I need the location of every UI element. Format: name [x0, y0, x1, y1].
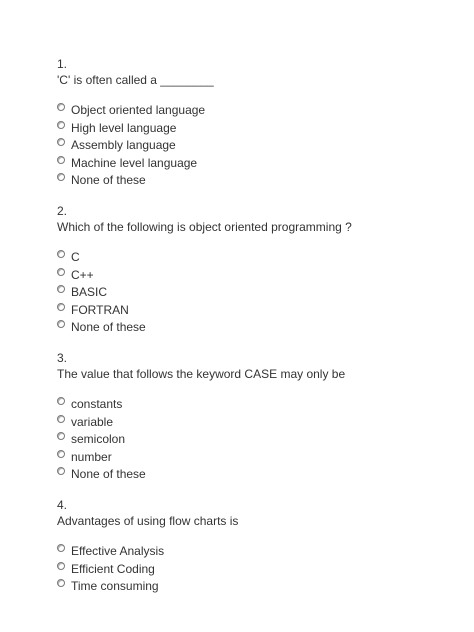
- radio-button[interactable]: [57, 320, 65, 328]
- option-label: C++: [71, 267, 94, 282]
- options-list: [57, 396, 457, 484]
- option[interactable]: [57, 102, 457, 120]
- radio-button[interactable]: [57, 103, 65, 111]
- option-label: semicolon: [71, 432, 126, 447]
- options-list: [57, 249, 457, 337]
- question-number: 1.: [57, 57, 68, 71]
- spacer: [57, 190, 457, 203]
- radio-button[interactable]: [57, 121, 65, 129]
- question-number: 3.: [57, 350, 68, 365]
- radio-button[interactable]: [57, 397, 65, 405]
- radio-button[interactable]: [57, 138, 65, 146]
- option-label: C: [71, 249, 80, 264]
- radio-button[interactable]: [57, 432, 65, 440]
- spacer: [57, 337, 457, 350]
- option[interactable]: [57, 267, 457, 285]
- option[interactable]: [57, 431, 457, 449]
- option-label: BASIC: [71, 285, 108, 300]
- options-list: [57, 102, 457, 190]
- option[interactable]: [57, 120, 457, 138]
- radio-button[interactable]: [57, 303, 65, 311]
- option-label: High level language: [71, 120, 177, 135]
- option-label: Time consuming: [71, 579, 159, 594]
- option[interactable]: [57, 172, 457, 190]
- radio-button[interactable]: [57, 415, 65, 423]
- option[interactable]: [57, 543, 457, 561]
- option[interactable]: [57, 155, 457, 173]
- spacer: [57, 484, 457, 497]
- option[interactable]: [57, 319, 457, 337]
- question-1: [57, 56, 457, 190]
- question-text: Which of the following is object oriented programming ?: [57, 219, 352, 234]
- question-text: The value that follows the keyword CASE may only be: [57, 366, 346, 381]
- option-label: Assembly language: [71, 138, 176, 153]
- option-label: Effective Analysis: [71, 543, 165, 558]
- radio-button[interactable]: [57, 450, 65, 458]
- radio-button[interactable]: [57, 156, 65, 164]
- option[interactable]: [57, 137, 457, 155]
- option-label: Efficient Coding: [71, 561, 155, 576]
- option-label: None of these: [71, 320, 146, 335]
- option[interactable]: [57, 249, 457, 267]
- radio-button[interactable]: [57, 579, 65, 587]
- option[interactable]: [57, 449, 457, 467]
- option[interactable]: [57, 284, 457, 302]
- question-3: [57, 350, 457, 484]
- radio-button[interactable]: [57, 285, 65, 293]
- option[interactable]: [57, 466, 457, 484]
- question-2: [57, 203, 457, 337]
- option-label: Object oriented language: [71, 103, 206, 117]
- option-label: Machine level language: [71, 155, 198, 170]
- option[interactable]: [57, 561, 457, 579]
- question-text: 'C' is often called a ________: [57, 73, 214, 87]
- option[interactable]: [57, 578, 457, 596]
- option-label: None of these: [71, 173, 146, 188]
- radio-button[interactable]: [57, 544, 65, 552]
- option-label: FORTRAN: [71, 302, 129, 317]
- question-4: [57, 497, 457, 596]
- question-number: 4.: [57, 497, 68, 512]
- option[interactable]: [57, 396, 457, 414]
- question-text: Advantages of using flow charts is: [57, 513, 239, 528]
- option[interactable]: [57, 302, 457, 320]
- radio-button[interactable]: [57, 250, 65, 258]
- option-label: variable: [71, 414, 114, 429]
- options-list: [57, 543, 457, 596]
- option-label: number: [71, 449, 112, 464]
- radio-button[interactable]: [57, 562, 65, 570]
- quiz: [57, 56, 457, 596]
- option[interactable]: [57, 414, 457, 432]
- option-label: constants: [71, 396, 123, 411]
- option-label: None of these: [71, 467, 146, 482]
- radio-button[interactable]: [57, 173, 65, 181]
- radio-button[interactable]: [57, 467, 65, 475]
- question-number: 2.: [57, 203, 68, 218]
- radio-button[interactable]: [57, 268, 65, 276]
